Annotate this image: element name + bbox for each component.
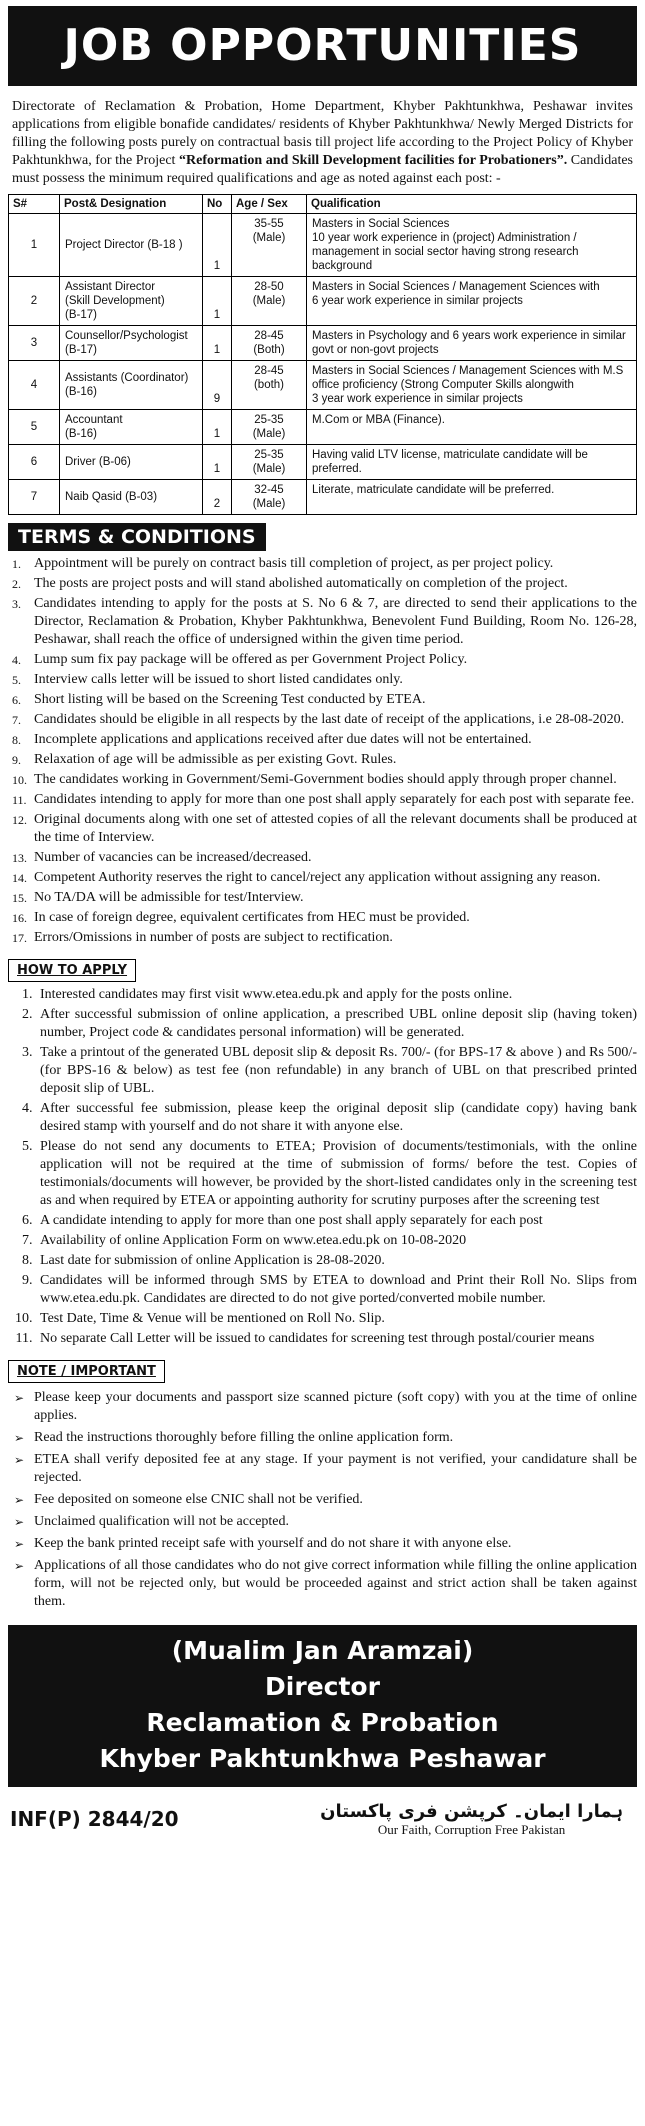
signature-block: [8, 1625, 637, 1787]
list-item: 6. A candidate intending to apply for more than one post shall apply separately for each post: [36, 1212, 637, 1230]
list-item: [12, 595, 637, 649]
list-item: [12, 849, 637, 867]
cell-age: 25-35 (Male): [232, 445, 307, 480]
list-text: Unclaimed qualification will not be accepted.: [34, 1514, 290, 1529]
list-text: Short listing will be based on the Screening Test conducted by ETEA.: [34, 692, 426, 707]
list-number: 13.: [12, 851, 27, 865]
list-item: 1. Interested candidates may first visit www.etea.edu.pk and apply for the posts online.: [36, 986, 637, 1004]
cell-qualification: Masters in Social Sciences / Management Sciences with 6 year work experience in similar projects: [307, 277, 637, 326]
table-row: [9, 480, 637, 515]
cell-post: Assistants (Coordinator) (B-16): [60, 361, 203, 410]
cell-post: Driver (B-06): [60, 445, 203, 480]
cell-no: 1: [203, 277, 232, 326]
list-item: 5. Please do not send any documents to ETEA; Provision of documents/testimonials, with the online application will not be required at the time of submission of forms/ before the test. Copies of testimonials/documents will however, be provided by the short-listed candidates only in the screening test as and when required by ETEA or appointing authority for scrutiny purposes after the screening test: [36, 1138, 637, 1210]
cell-sno: 7: [9, 480, 60, 515]
cell-age: 28-45 (Both): [232, 326, 307, 361]
list-text: The posts are project posts and will stand abolished automatically on completion of the project.: [34, 576, 568, 591]
header-no: No: [203, 195, 232, 214]
list-item: [12, 909, 637, 927]
cell-sno: 6: [9, 445, 60, 480]
list-item: [12, 751, 637, 769]
list-number: 4.: [12, 653, 21, 667]
list-text: Number of vacancies can be increased/decreased.: [34, 850, 312, 865]
list-item: 4. After successful fee submission, please keep the original deposit slip (candidate copy) having bank desired stamp with yourself and do not share it with anyone else.: [36, 1100, 637, 1136]
jobs-table-body: [9, 214, 637, 515]
header-post: Post& Designation: [60, 195, 203, 214]
list-item: 10. Test Date, Time & Venue will be mentioned on Roll No. Slip.: [36, 1310, 637, 1328]
list-item: [12, 711, 637, 729]
cell-sno: 2: [9, 277, 60, 326]
list-text: Errors/Omissions in number of posts are subject to rectification.: [34, 930, 393, 945]
cell-qualification: Masters in Psychology and 6 years work experience in similar govt or non-govt projects: [307, 326, 637, 361]
cell-no: 1: [203, 445, 232, 480]
list-item: [14, 1513, 637, 1531]
intro-paragraph: [12, 98, 633, 188]
list-text: The candidates working in Government/Semi-Government bodies should apply through proper channel.: [34, 772, 617, 787]
list-item: [12, 771, 637, 789]
list-item: [14, 1451, 637, 1487]
cell-qualification: Masters in Social Sciences / Management Sciences with M.S office proficiency (Strong Computer Skills alongwith 3 year work experience in similar projects: [307, 361, 637, 410]
list-number: 17.: [12, 931, 27, 945]
list-text: Lump sum fix pay package will be offered as per Government Project Policy.: [34, 652, 468, 667]
list-item: [14, 1429, 637, 1447]
cell-age: 32-45 (Male): [232, 480, 307, 515]
table-row: [9, 326, 637, 361]
terms-list: [8, 555, 637, 947]
cell-post: Accountant (B-16): [60, 410, 203, 445]
table-row: [9, 445, 637, 480]
intro-text-1: Directorate of Reclamation & Probation, Home Department, Khyber Pakhtunkhwa, Peshawar invites applications from eligible bonafide candidates/ residents of Khyber Pakhtunkhwa/ Newly Merged Districts for filling the following posts purely on contractual basis till project life according to the Project Policy of Khyber Pakhtunkhwa, for the Project: [12, 99, 633, 168]
cell-sno: 4: [9, 361, 60, 410]
slogan-english: Our Faith, Corruption Free Pakistan: [377, 1822, 566, 1837]
list-number: 11.: [12, 793, 27, 807]
signatory-office: Reclamation & Probation: [146, 1708, 499, 1737]
arrow-icon: ➢: [14, 1559, 25, 1573]
list-item: [12, 889, 637, 907]
cell-sno: 3: [9, 326, 60, 361]
list-text: Incomplete applications and applications received after due dates will not be entertained.: [34, 732, 532, 747]
cell-age: 25-35 (Male): [232, 410, 307, 445]
list-text: Candidates intending to apply for the posts at S. No 6 & 7, are directed to send their applications to the Director, Reclamation & Probation, Khyber Pakhtunkhwa, Benevolent Fund Building, Room No. 126-28, Peshawar, shall reach the office of undersigned within the given time period.: [34, 596, 637, 647]
cell-no: 2: [203, 480, 232, 515]
table-row: [9, 361, 637, 410]
list-item: [12, 731, 637, 749]
list-number: 6.: [12, 693, 21, 707]
list-text: In case of foreign degree, equivalent certificates from HEC must be provided.: [34, 910, 470, 925]
cell-qualification: Having valid LTV license, matriculate candidate will be preferred.: [307, 445, 637, 480]
list-text: Fee deposited on someone else CNIC shall not be verified.: [34, 1492, 363, 1507]
list-number: 16.: [12, 911, 27, 925]
list-number: 3.: [12, 597, 21, 611]
list-item: [12, 555, 637, 573]
list-text: No TA/DA will be admissible for test/Interview.: [34, 890, 304, 905]
arrow-icon: ➢: [14, 1515, 25, 1529]
list-item: 7. Availability of online Application Form on www.etea.edu.pk on 10-08-2020: [36, 1232, 637, 1250]
table-row: [9, 277, 637, 326]
footer: [8, 1797, 637, 1857]
jobs-table: [8, 194, 637, 515]
project-name: “Reformation and Skill Development facilities for Probationers”.: [179, 153, 568, 168]
list-item: 9. Candidates will be informed through SMS by ETEA to download and Print their Roll No. Slips from www.etea.edu.pk. Candidates are directed to do not give ported/converted mobile number.: [36, 1272, 637, 1308]
list-text: Appointment will be purely on contract basis till completion of project, as per project policy.: [34, 556, 554, 571]
header-age: Age / Sex: [232, 195, 307, 214]
list-text: Competent Authority reserves the right to cancel/reject any application without assigning any reason.: [34, 870, 601, 885]
cell-post: Project Director (B-18 ): [60, 214, 203, 277]
cell-no: 1: [203, 214, 232, 277]
signatory-name: (Mualim Jan Aramzai): [171, 1636, 474, 1665]
list-item: [14, 1491, 637, 1509]
cell-sno: 1: [9, 214, 60, 277]
signatory-location: Khyber Pakhtunkhwa Peshawar: [99, 1744, 546, 1773]
arrow-icon: ➢: [14, 1537, 25, 1551]
cell-post: Naib Qasid (B-03): [60, 480, 203, 515]
inf-number: INF(P) 2844/20: [10, 1807, 179, 1831]
slogan: [320, 1801, 623, 1838]
list-text: Interview calls letter will be issued to short listed candidates only.: [34, 672, 403, 687]
list-number: 9.: [12, 753, 21, 767]
cell-qualification: M.Com or MBA (Finance).: [307, 410, 637, 445]
list-item: [12, 811, 637, 847]
list-text: Candidates should be eligible in all respects by the last date of receipt of the applications, i.e 28-08-2020.: [34, 712, 625, 727]
apply-heading: HOW TO APPLY: [8, 959, 136, 982]
list-number: 14.: [12, 871, 27, 885]
cell-age: 28-45 (both): [232, 361, 307, 410]
list-item: [12, 651, 637, 669]
list-number: 2.: [12, 577, 21, 591]
header-sno: S#: [9, 195, 60, 214]
list-number: 10.: [12, 773, 27, 787]
slogan-urdu: ہمارا ایمان۔ کرپشن فری پاکستان: [320, 1801, 623, 1822]
cell-post: Assistant Director (Skill Development) (B-17): [60, 277, 203, 326]
cell-no: 9: [203, 361, 232, 410]
header-qualification: Qualification: [307, 195, 637, 214]
list-item: [12, 691, 637, 709]
arrow-icon: ➢: [14, 1453, 25, 1467]
page-title: JOB OPPORTUNITIES: [8, 6, 637, 86]
list-item: 2. After successful submission of online application, a prescribed UBL online deposit slip (having token) number, Project code & candidates personal information) will be generated.: [36, 1006, 637, 1042]
arrow-icon: ➢: [14, 1431, 25, 1445]
cell-qualification: Literate, matriculate candidate will be preferred.: [307, 480, 637, 515]
notes-heading: NOTE / IMPORTANT: [8, 1360, 165, 1383]
list-item: 11. No separate Call Letter will be issued to candidates for screening test through postal/courier means: [36, 1330, 637, 1348]
list-item: [12, 929, 637, 947]
list-number: 12.: [12, 813, 27, 827]
table-header-row: [9, 195, 637, 214]
list-item: [12, 575, 637, 593]
cell-no: 1: [203, 326, 232, 361]
intro-text-2: Candidates must possess the minimum required qualifications and age as noted against each post: -: [12, 153, 634, 186]
list-text: Read the instructions thoroughly before filling the online application form.: [34, 1430, 454, 1445]
table-row: [9, 410, 637, 445]
list-item: 3. Take a printout of the generated UBL deposit slip & deposit Rs. 700/- (for BPS-17 & above ) and Rs 500/- (for BPS-16 & below) as test fee (non refundable) in any branch of UBL on that prescribed printed deposit slip of UBL.: [36, 1044, 637, 1098]
list-item: [12, 869, 637, 887]
list-text: ETEA shall verify deposited fee at any stage. If your payment is not verified, your candidature shall be rejected.: [34, 1452, 637, 1485]
list-text: Applications of all those candidates who do not give correct information while filling the online application form, will not be rejected only, but would be proceeded against and strict action shall be taken against them.: [34, 1558, 638, 1609]
apply-list: [8, 986, 637, 1348]
signatory-designation: Director: [265, 1672, 380, 1701]
list-text: Original documents along with one set of attested copies of all the relevant documents shall be produced at the time of Interview.: [34, 812, 637, 845]
list-item: [14, 1535, 637, 1553]
cell-post: Counsellor/Psychologist (B-17): [60, 326, 203, 361]
list-item: [14, 1389, 637, 1425]
list-number: 7.: [12, 713, 21, 727]
list-text: Keep the bank printed receipt safe with yourself and do not share it with anyone else.: [34, 1536, 512, 1551]
cell-age: 28-50 (Male): [232, 277, 307, 326]
arrow-icon: ➢: [14, 1391, 25, 1405]
list-item: 8. Last date for submission of online Application is 28-08-2020.: [36, 1252, 637, 1270]
list-item: [14, 1557, 638, 1611]
list-number: 1.: [12, 557, 21, 571]
terms-heading: TERMS & CONDITIONS: [8, 523, 266, 551]
list-number: 5.: [12, 673, 21, 687]
list-text: Candidates intending to apply for more than one post shall apply separately for each post with separate fee.: [34, 792, 635, 807]
cell-sno: 5: [9, 410, 60, 445]
cell-no: 1: [203, 410, 232, 445]
cell-qualification: Masters in Social Sciences 10 year work experience in (project) Administration / management in social sector having strong research background: [307, 214, 637, 277]
cell-age: 35-55 (Male): [232, 214, 307, 277]
list-number: 8.: [12, 733, 21, 747]
list-item: [12, 791, 637, 809]
list-item: [12, 671, 637, 689]
list-text: Please keep your documents and passport size scanned picture (soft copy) with you at the time of online applies.: [34, 1390, 637, 1423]
list-number: 15.: [12, 891, 27, 905]
notes-list: [8, 1389, 637, 1611]
arrow-icon: ➢: [14, 1493, 25, 1507]
table-row: [9, 214, 637, 277]
list-text: Relaxation of age will be admissible as per existing Govt. Rules.: [34, 752, 397, 767]
